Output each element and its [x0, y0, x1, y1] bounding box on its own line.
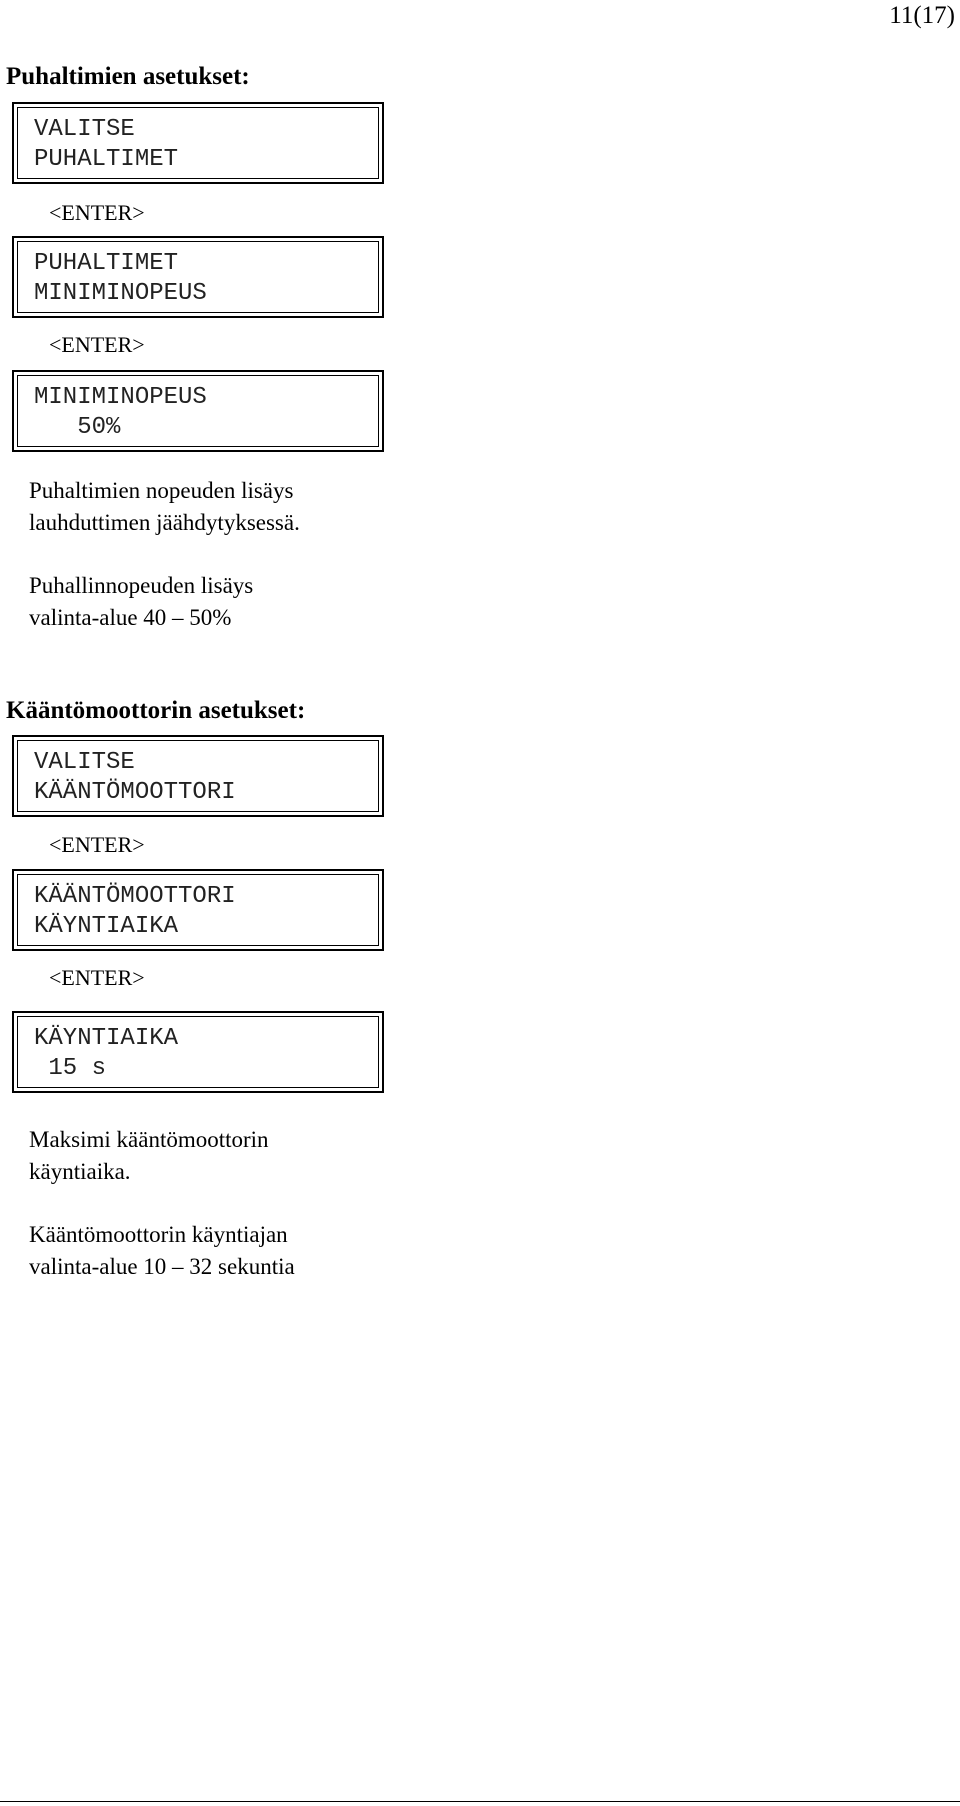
actuator-runtime-range-note	[29, 1219, 295, 1283]
note-line-1: Puhaltimien nopeuden lisäys	[29, 478, 294, 503]
fan-settings-heading: Puhaltimien asetukset:	[6, 63, 250, 90]
lcd-display-select-fans	[12, 102, 384, 184]
lcd-line-2: 15 s	[34, 1055, 107, 1082]
lcd-display-min-speed-value	[12, 370, 384, 452]
fan-speed-note	[29, 475, 300, 539]
lcd-display-runtime-value	[12, 1011, 384, 1093]
lcd-line-1: KÄYNTIAIKA	[34, 1025, 179, 1052]
note-line-1: Kääntömoottorin käyntiajan	[29, 1222, 288, 1247]
fan-speed-range-note	[29, 570, 253, 634]
note-line-2: lauhduttimen jäähdytyksessä.	[29, 510, 300, 535]
lcd-line-2: PUHALTIMET	[34, 146, 179, 173]
lcd-line-1: VALITSE	[34, 749, 135, 776]
lcd-line-1: PUHALTIMET	[34, 250, 179, 277]
note-line-2: käyntiaika.	[29, 1159, 131, 1184]
enter-key-label: <ENTER>	[49, 332, 145, 357]
enter-key-label: <ENTER>	[49, 965, 145, 990]
actuator-runtime-note	[29, 1124, 269, 1188]
actuator-settings-heading: Kääntömoottorin asetukset:	[6, 697, 306, 724]
enter-key-label: <ENTER>	[49, 200, 145, 225]
enter-key-label: <ENTER>	[49, 832, 145, 857]
page-number: 11(17)	[889, 2, 955, 29]
lcd-line-1: MINIMINOPEUS	[34, 384, 207, 411]
lcd-line-2: MINIMINOPEUS	[34, 280, 207, 307]
lcd-display-fan-min-speed	[12, 236, 384, 318]
lcd-display-actuator-runtime	[12, 869, 384, 951]
note-line-2: valinta-alue 10 – 32 sekuntia	[29, 1254, 295, 1279]
note-line-1: Puhallinnopeuden lisäys	[29, 573, 254, 598]
lcd-line-1: VALITSE	[34, 116, 135, 143]
lcd-line-2: KÄYNTIAIKA	[34, 913, 179, 940]
note-line-1: Maksimi kääntömoottorin	[29, 1127, 269, 1152]
lcd-line-2: KÄÄNTÖMOOTTORI	[34, 779, 236, 806]
lcd-line-1: KÄÄNTÖMOOTTORI	[34, 883, 236, 910]
page-bottom-rule	[0, 1801, 960, 1802]
note-line-2: valinta-alue 40 – 50%	[29, 605, 232, 630]
lcd-display-select-actuator	[12, 735, 384, 817]
lcd-line-2: 50%	[34, 414, 121, 441]
